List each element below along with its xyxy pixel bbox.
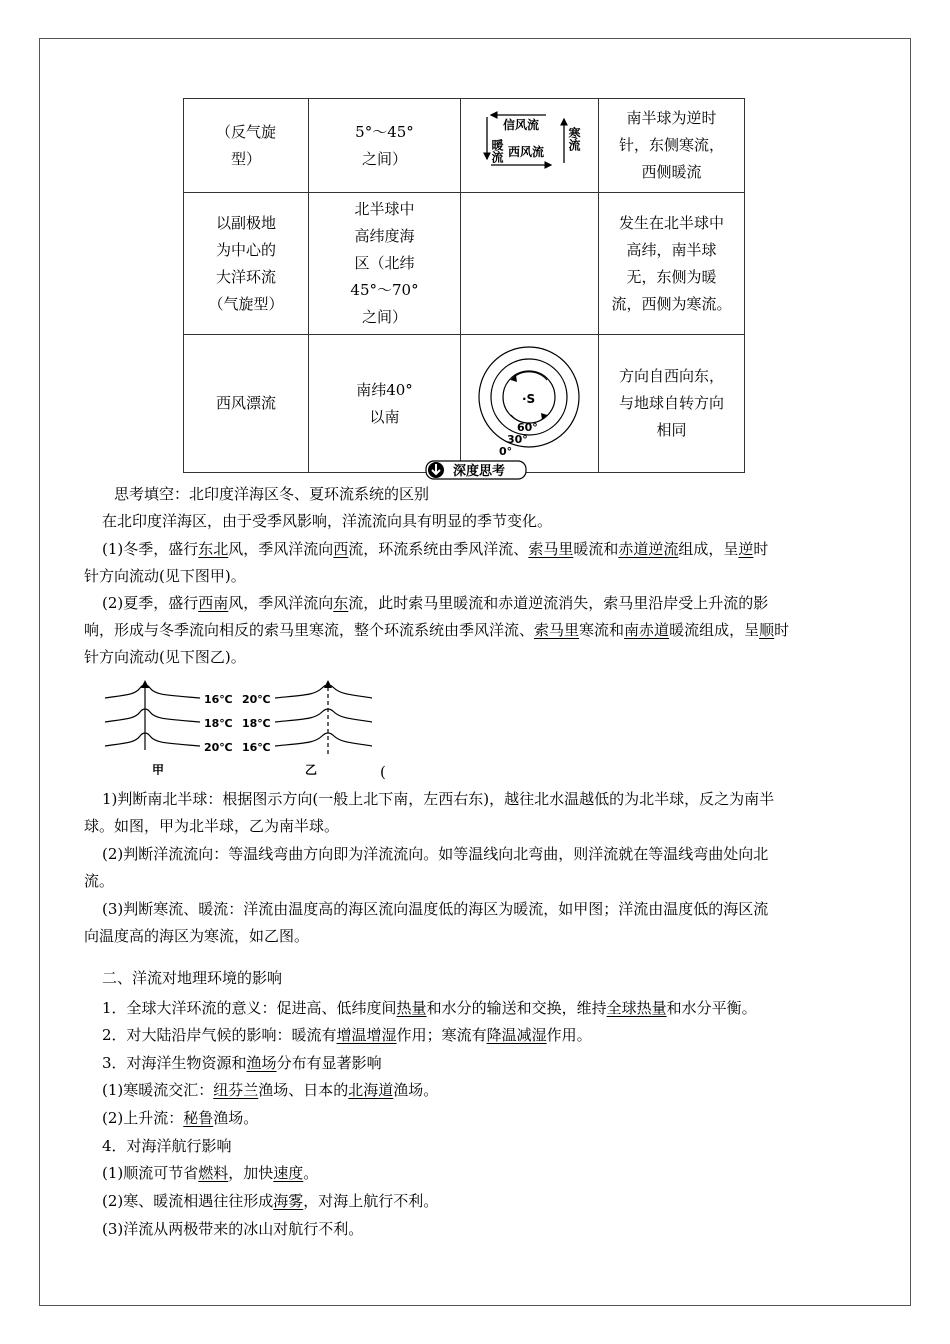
- section-heading: 二、洋流对地理环境的影响: [102, 969, 283, 987]
- isotherm-label: 18℃: [204, 717, 233, 730]
- lat-60-label: 60°: [517, 421, 538, 434]
- isotherm-label: 16℃: [204, 693, 233, 706]
- deep-thinking-badge: [425, 460, 527, 480]
- isotherm-label: 18℃: [242, 717, 271, 730]
- cell-type: 西风漂流: [184, 335, 309, 473]
- cell-diagram-empty: [461, 193, 599, 335]
- summer-paragraph-line2: 响，形成与冬季流向相反的索马里寒流，整个环流系统由季风洋流、索马里寒流和南赤道暖流组成，呈顺时: [84, 621, 790, 639]
- label-westerly-current: 西风流: [508, 145, 545, 159]
- winter-paragraph-line2: 针方向流动(见下图甲)。: [84, 567, 246, 585]
- summer-paragraph-line3: 针方向流动(见下图乙)。: [84, 648, 246, 666]
- cell-diagram: [461, 99, 599, 193]
- item-4c: (3)洋流从两极带来的冰山对航行不利。: [102, 1220, 364, 1238]
- lat-30-label: 30°: [507, 433, 528, 446]
- cell-location: 5°～45° 之间）: [309, 99, 461, 193]
- figure-yi-label: 乙: [305, 763, 318, 775]
- label-trade-wind-current: 信风流: [503, 118, 540, 132]
- isotherm-figure: [100, 680, 400, 775]
- winter-paragraph: (1)冬季，盛行东北风，季风洋流向西流，环流系统由季风洋流、索马里暖流和赤道逆流组成，呈逆时: [102, 540, 769, 558]
- ocean-current-table: [183, 98, 745, 473]
- south-pole-label: ·S: [522, 392, 536, 406]
- cell-feature: 方向自西向东， 与地球自转方向 相同: [599, 335, 745, 473]
- cell-location: 南纬40° 以南: [309, 335, 461, 473]
- west-wind-drift-diagram: [461, 335, 598, 463]
- table-row: [184, 335, 745, 473]
- subtropical-gyre-diagram: [461, 99, 598, 183]
- cell-feature: 南半球为逆时 针，东侧寒流， 西侧暖流: [599, 99, 745, 193]
- item-4a: (1)顺流可节省燃料，加快速度。: [102, 1164, 319, 1182]
- item-4b: (2)寒、暖流相遇往往形成海雾，对海上航行不利。: [102, 1192, 439, 1210]
- table-row: [184, 99, 745, 193]
- table-row: [184, 193, 745, 335]
- item-3a: (1)寒暖流交汇：纽芬兰渔场、日本的北海道渔场。: [102, 1081, 439, 1099]
- isotherm-label: 20℃: [242, 693, 271, 706]
- cell-type: 以副极地 为中心的 大洋环流 （气旋型）: [184, 193, 309, 335]
- item-3: 3．对海洋生物资源和渔场分布有显著影响: [102, 1054, 382, 1072]
- cell-location: 北半球中 高纬度海 区（北纬 45°～70° 之间）: [309, 193, 461, 335]
- judge-flow-direction: (2)判断洋流流向：等温线弯曲方向即为洋流流向。如等温线向北弯曲，则洋流就在等温线弯曲处向北: [102, 845, 769, 863]
- summer-paragraph: (2)夏季，盛行西南风，季风洋流向东流，此时索马里暖流和赤道逆流消失，索马里沿岸受上升流的影: [102, 594, 769, 612]
- think-title: 思考填空：北印度洋海区冬、夏环流系统的区别: [114, 485, 430, 503]
- label-warm-current: 暖流: [490, 139, 504, 163]
- figure-jia-label: 甲: [152, 763, 165, 775]
- cell-feature: 发生在北半球中 高纬，南半球 无，东侧为暖 流，西侧为寒流。: [599, 193, 745, 335]
- isotherm-label: 16℃: [242, 741, 271, 754]
- think-intro: 在北印度洋海区，由于受季风影响，洋流流向具有明显的季节变化。: [102, 512, 553, 530]
- item-4: 4．对海洋航行影响: [102, 1137, 232, 1155]
- isotherm-label: 20℃: [204, 741, 233, 754]
- svg-text:深度思考: 深度思考: [453, 464, 506, 479]
- lat-0-label: 0°: [499, 445, 513, 458]
- cell-type: （反气旋 型）: [184, 99, 309, 193]
- cell-diagram: [461, 335, 599, 473]
- label-cold-current: 寒流: [567, 127, 581, 151]
- item-3b: (2)上升流：秘鲁渔场。: [102, 1109, 259, 1127]
- item-1: 1．全球大洋环流的意义：促进高、低纬度间热量和水分的输送和交换，维持全球热量和水分平衡。: [102, 999, 757, 1017]
- judge-warm-cold: (3)判断寒流、暖流：洋流由温度高的海区流向温度低的海区为暖流，如甲图；洋流由温度低的海区流: [102, 900, 769, 918]
- judge-hemisphere: 1)判断南北半球：根据图示方向(一般上北下南，左西右东)，越往北水温越低的为北半球，反之为南半: [102, 790, 775, 808]
- stray-paren: (: [380, 763, 386, 781]
- item-2: 2．对大陆沿岸气候的影响：暖流有增温增湿作用；寒流有降温减湿作用。: [102, 1026, 592, 1044]
